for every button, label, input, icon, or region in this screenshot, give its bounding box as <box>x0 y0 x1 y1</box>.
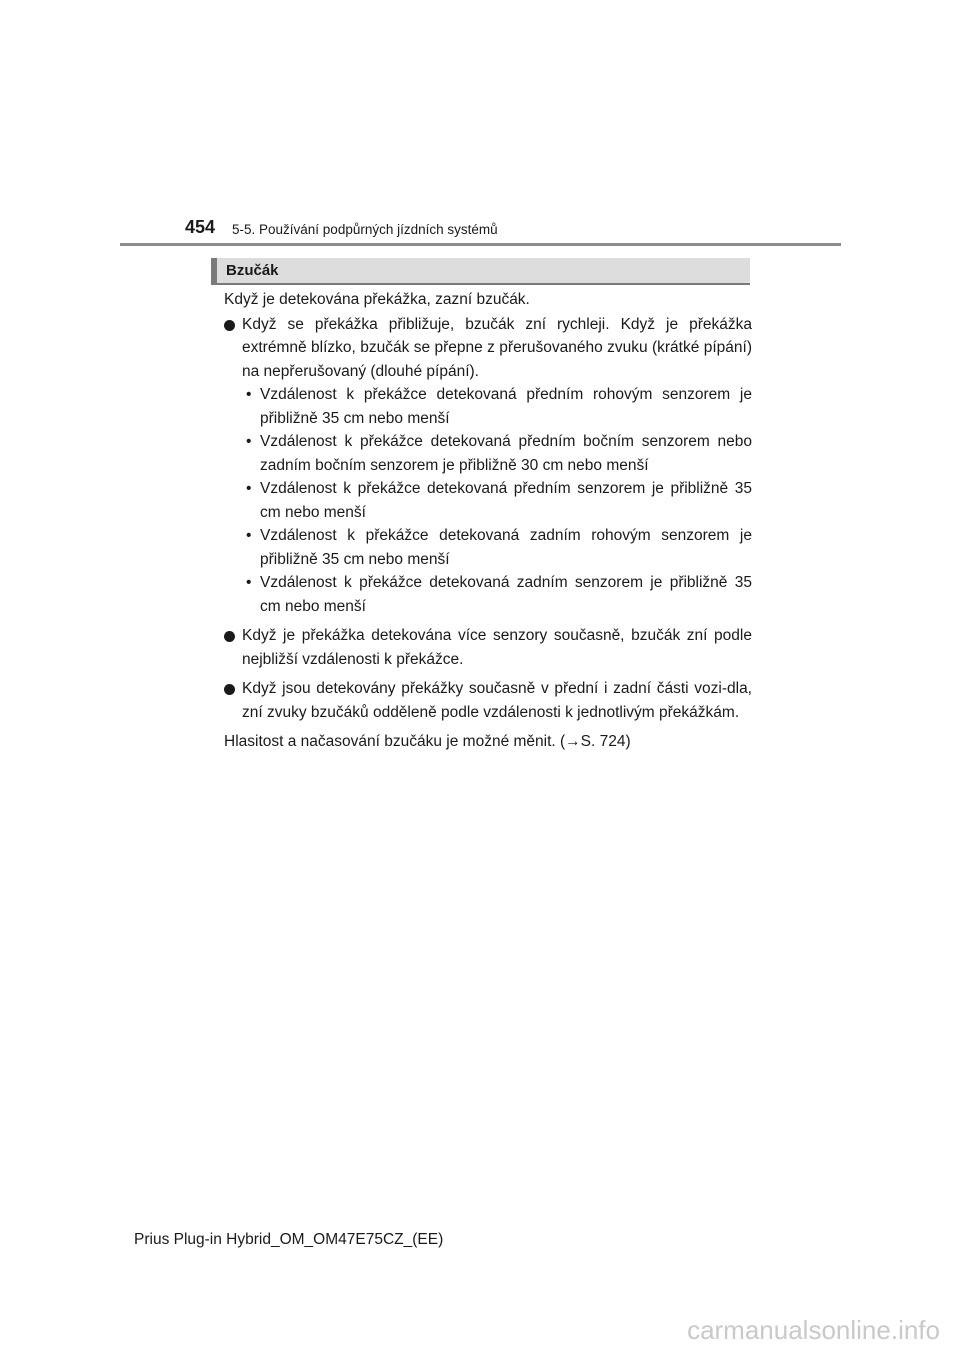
sub-list-text: Vzdálenost k překážce detekovaná předním bočním senzorem nebo zadním bočním senzorem je přibližně 30 cm nebo menší <box>260 433 752 474</box>
chapter-title: 5-5. Používání podpůrných jízdních systémů <box>232 222 498 237</box>
section-heading <box>211 258 750 283</box>
outro-paragraph: Hlasitost a načasování bzučáku je možné měnit. (→S. 724) <box>224 733 631 750</box>
sub-list-text: Vzdálenost k překážce detekovaná předním rohovým senzorem je přibližně 35 cm nebo menší <box>260 386 752 427</box>
sub-bullet-mark: • <box>246 574 252 591</box>
section-title: Bzučák <box>226 262 279 279</box>
section-body <box>224 288 752 754</box>
sub-list-item <box>242 524 752 571</box>
sub-bullet-mark: • <box>246 527 252 544</box>
sub-list-text: Vzdálenost k překážce detekovaná zadním rohovým senzorem je přibližně 35 cm nebo menší <box>260 527 752 568</box>
bullet-item <box>224 677 752 724</box>
bullet-dot-icon <box>224 684 235 695</box>
sub-list <box>242 383 752 618</box>
bullet-dot-icon <box>224 631 235 642</box>
bullet-item <box>224 313 752 619</box>
footer-document-id: Prius Plug-in Hybrid_OM_OM47E75CZ_(EE) <box>134 1231 444 1248</box>
sub-list-text: Vzdálenost k překážce detekovaná předním senzorem je přibližně 35 cm nebo menší <box>260 480 752 521</box>
watermark: carmanualsonline.info <box>687 1315 940 1345</box>
bullet-dot-icon <box>224 320 235 331</box>
bullet-item <box>224 624 752 671</box>
sub-list-item <box>242 383 752 430</box>
sub-list-text: Vzdálenost k překážce detekovaná zadním senzorem je přibližně 35 cm nebo menší <box>260 574 752 615</box>
sub-bullet-mark: • <box>246 480 252 497</box>
sub-bullet-mark: • <box>246 433 252 450</box>
bullet-text: Když je překážka detekována více senzory současně, bzučák zní podle nejbližší vzdálenosti k překážce. <box>242 627 752 668</box>
bullet-text: Když se překážka přibližuje, bzučák zní rychleji. Když je překážka extrémně blízko, bzučák se přepne z přerušovaného zvuku (krátké pípání) na nepřerušovaný (dlouhé pípání). <box>242 315 752 380</box>
bullet-text: Když jsou detekovány překážky současně v přední i zadní části vozi-dla, zní zvuky bzučáků odděleně podle vzdálenosti k jednotlivým překážkám. <box>242 680 752 721</box>
sub-bullet-mark: • <box>246 386 252 403</box>
sub-list-item <box>242 430 752 477</box>
sub-list-item <box>242 571 752 618</box>
sub-list-item <box>242 477 752 524</box>
header-rule <box>120 243 841 246</box>
page-number: 454 <box>185 217 216 237</box>
intro-paragraph: Když je detekována překážka, zazní bzučák. <box>224 291 530 308</box>
